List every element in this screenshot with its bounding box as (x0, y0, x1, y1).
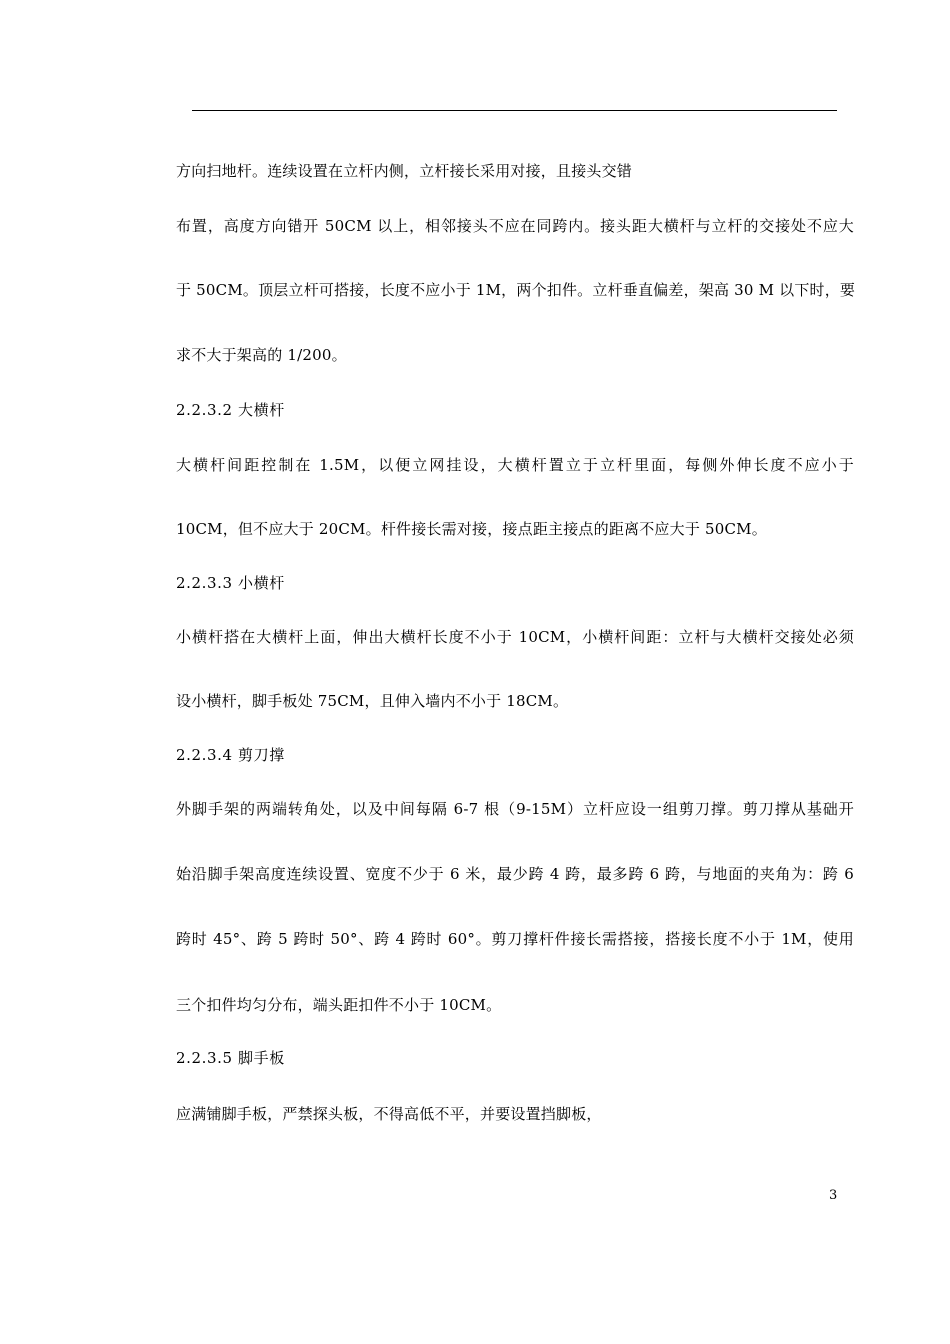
body-line: 10CM，但不应大于 20CM。杆件接长需对接，接点距主接点的距离不应大于 50CM。 (176, 520, 767, 538)
section-heading: 2.2.3.3 小横杆 (176, 574, 285, 592)
body-line: 设小横杆，脚手板处 75CM，且伸入墙内不小于 18CM。 (176, 692, 569, 710)
body-line: 三个扣件均匀分布，端头距扣件不小于 10CM。 (176, 996, 502, 1014)
body-line: 求不大于架高的 1/200。 (176, 346, 347, 364)
body-line: 应满铺脚手板，严禁探头板，不得高低不平，并要设置挡脚板， (176, 1105, 602, 1123)
section-heading: 2.2.3.2 大横杆 (176, 401, 285, 419)
body-line: 跨时 45°、跨 5 跨时 50°、跨 4 跨时 60°。剪刀撑杆件接长需搭接，搭接长度不小于 1M，使用 (176, 930, 854, 948)
page-number: 3 (829, 1188, 838, 1203)
body-line: 布置，高度方向错开 50CM 以上，相邻接头不应在同跨内。接头距大横杆与立杆的交接处不应大 (176, 217, 854, 235)
section-heading: 2.2.3.5 脚手板 (176, 1049, 285, 1067)
body-line: 外脚手架的两端转角处，以及中间每隔 6-7 根（9-15M）立杆应设一组剪刀撑。剪刀撑从基础开 (176, 800, 854, 818)
body-line: 小横杆搭在大横杆上面，伸出大横杆长度不小于 10CM，小横杆间距：立杆与大横杆交接处必须 (176, 628, 854, 646)
header-rule (192, 110, 837, 111)
body-line: 大横杆间距控制在 1.5M，以便立网挂设，大横杆置立于立杆里面，每侧外伸长度不应小于 (176, 456, 854, 474)
body-line: 方向扫地杆。连续设置在立杆内侧，立杆接长采用对接，且接头交错 (176, 162, 633, 180)
section-heading: 2.2.3.4 剪刀撑 (176, 746, 285, 764)
body-line: 始沿脚手架高度连续设置、宽度不少于 6 米，最少跨 4 跨，最多跨 6 跨，与地面的夹角为：跨 6 (176, 865, 854, 883)
body-line: 于 50CM。顶层立杆可搭接，长度不应小于 1M，两个扣件。立杆垂直偏差，架高 30 M 以下时，要 (176, 281, 856, 299)
